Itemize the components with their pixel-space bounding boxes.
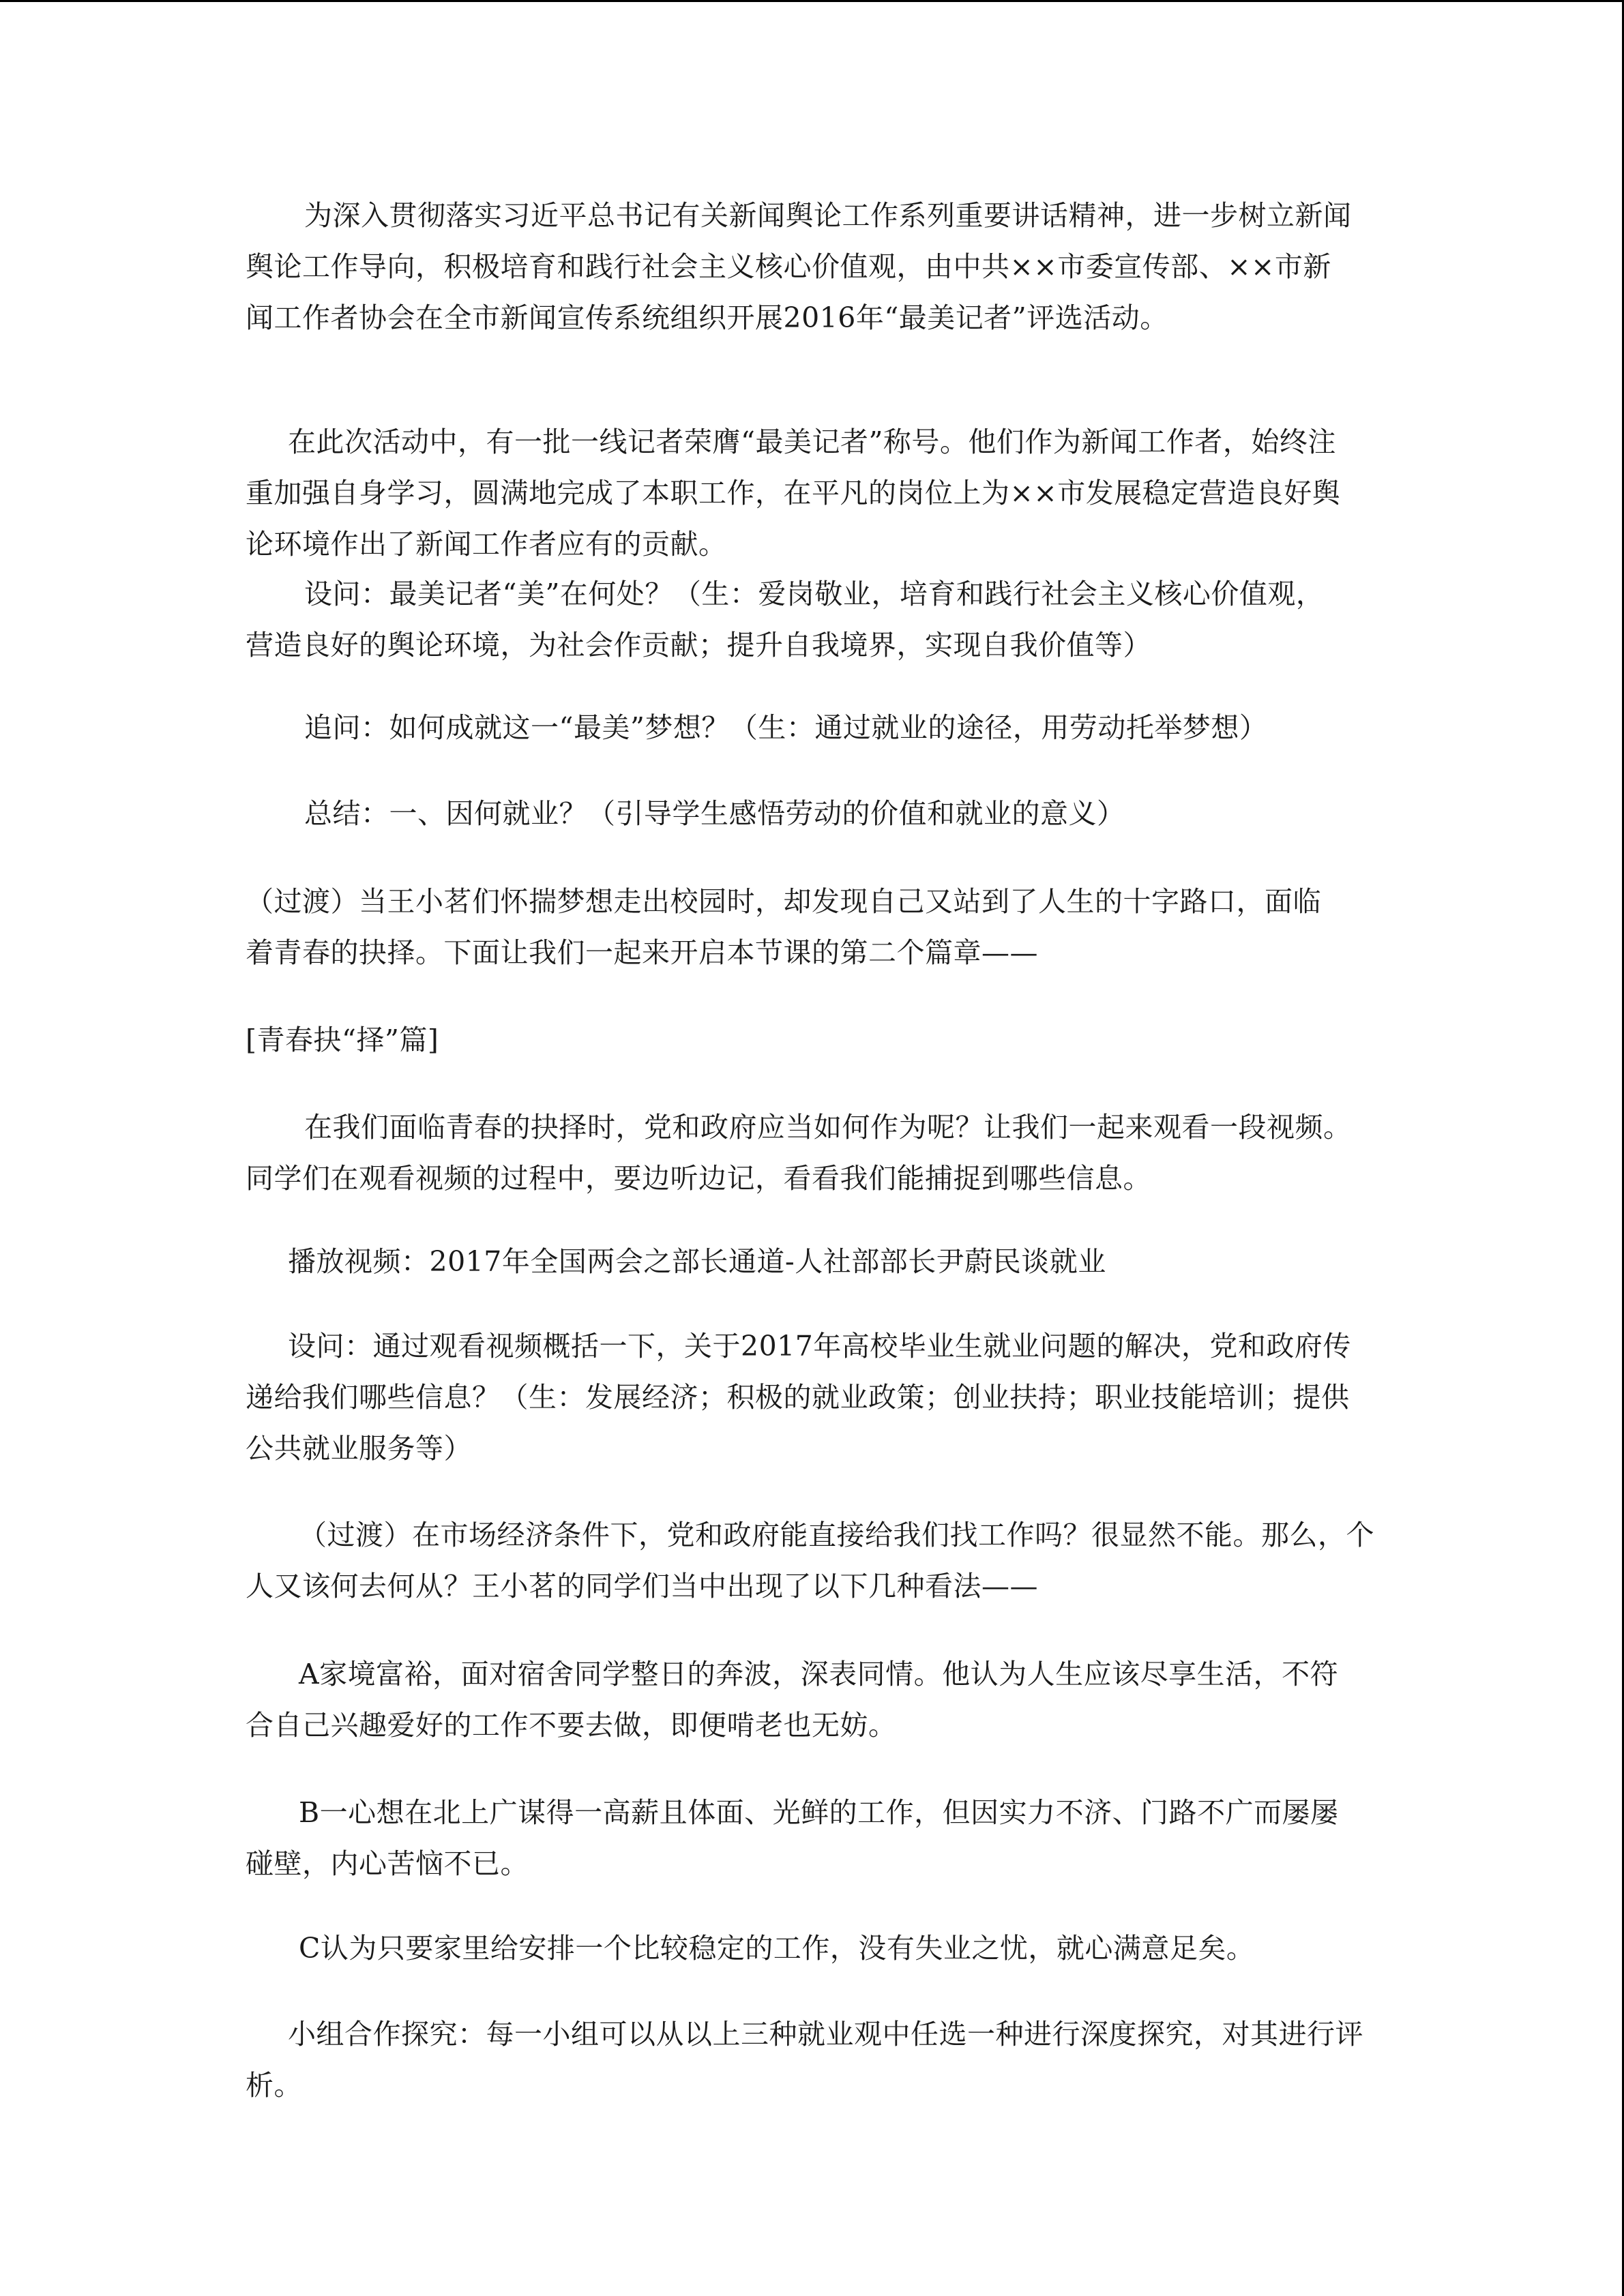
text-line: 同学们在观看视频的过程中，要边听边记，看看我们能捕捉到哪些信息。: [246, 1162, 1151, 1195]
text-line: （过渡）当王小茗们怀揣梦想走出校园时，却发现自己又站到了人生的十字路口，面临: [246, 885, 1321, 918]
text-line: 论环境作出了新闻工作者应有的贡献。: [246, 528, 727, 561]
paragraph-view-b: [246, 1787, 1378, 1890]
paragraph-video: [246, 1236, 1378, 1287]
text-line: 追问：如何成就这一“最美”梦想？（生：通过就业的途径，用劳动托举梦想）: [304, 711, 1268, 744]
paragraph-transition-1: [246, 876, 1378, 979]
paragraph-view-a: [246, 1649, 1378, 1751]
paragraph-video-intro: [246, 1102, 1378, 1204]
text-line: 析。: [246, 2069, 302, 2102]
paragraph-transition-2: [246, 1510, 1378, 1612]
paragraph-intro: [246, 190, 1378, 344]
text-line: C认为只要家里给安排一个比较稳定的工作，没有失业之忧，就心满意足矣。: [299, 1932, 1255, 1965]
paragraph-question-2: [246, 1321, 1378, 1474]
text-line: [青春抉“择”篇]: [246, 1024, 439, 1056]
paragraph-activity: [246, 417, 1378, 570]
section-heading: [246, 1015, 1378, 1066]
text-line: A家境富裕，面对宿舍同学整日的奔波，深表同情。他认为人生应该尽享生活，不符: [299, 1658, 1339, 1690]
text-line: 为深入贯彻落实习近平总书记有关新闻舆论工作系列重要讲话精神，进一步树立新闻: [304, 199, 1352, 232]
paragraph-view-c: [246, 1923, 1378, 1974]
text-line: B一心想在北上广谋得一高薪且体面、光鲜的工作，但因实力不济、门路不广而屡屡: [299, 1796, 1339, 1829]
text-line: 舆论工作导向，积极培育和践行社会主义核心价值观，由中共××市委宣传部、××市新: [246, 250, 1331, 283]
text-line: 闻工作者协会在全市新闻宣传系统组织开展2016年“最美记者”评选活动。: [246, 301, 1168, 334]
text-line: 在我们面临青春的抉择时，党和政府应当如何作为呢？让我们一起来观看一段视频。: [304, 1111, 1352, 1144]
paragraph-summary: [246, 788, 1378, 839]
text-line: 递给我们哪些信息？（生：发展经济；积极的就业政策；创业扶持；职业技能培训；提供: [246, 1381, 1350, 1414]
text-line: 营造良好的舆论环境，为社会作贡献；提升自我境界，实现自我价值等）: [246, 629, 1151, 661]
paragraph-group-task: [246, 2009, 1378, 2111]
text-line: 总结：一、因何就业？（引导学生感悟劳动的价值和就业的意义）: [304, 797, 1125, 830]
text-line: 人又该何去何从？王小茗的同学们当中出现了以下几种看法——: [246, 1570, 1038, 1602]
text-line: 在此次活动中，有一批一线记者荣膺“最美记者”称号。他们作为新闻工作者，始终注: [288, 426, 1336, 458]
text-line: 碰壁，内心苦恼不已。: [246, 1847, 529, 1880]
text-line: 播放视频：2017年全国两会之部长通道-人社部部长尹蔚民谈就业: [288, 1245, 1106, 1278]
text-line: （过渡）在市场经济条件下，党和政府能直接给我们找工作吗？很显然不能。那么，个: [299, 1519, 1374, 1551]
text-line: 设问：最美记者“美”在何处？（生：爱岗敬业，培育和践行社会主义核心价值观，: [304, 578, 1325, 610]
text-line: 设问：通过观看视频概括一下，关于2017年高校毕业生就业问题的解决，党和政府传: [288, 1330, 1351, 1362]
text-line: 重加强自身学习，圆满地完成了本职工作，在平凡的岗位上为××市发展稳定营造良好舆: [246, 477, 1341, 509]
paragraph-follow-up: [246, 702, 1378, 754]
text-line: 小组合作探究：每一小组可以从以上三种就业观中任选一种进行深度探究，对其进行评: [288, 2018, 1363, 2051]
text-line: 合自己兴趣爱好的工作不要去做，即便啃老也无妨。: [246, 1709, 897, 1742]
text-line: 着青春的抉择。下面让我们一起来开启本节课的第二个篇章——: [246, 936, 1038, 969]
paragraph-question-1: [246, 569, 1378, 671]
text-line: 公共就业服务等）: [246, 1432, 472, 1465]
